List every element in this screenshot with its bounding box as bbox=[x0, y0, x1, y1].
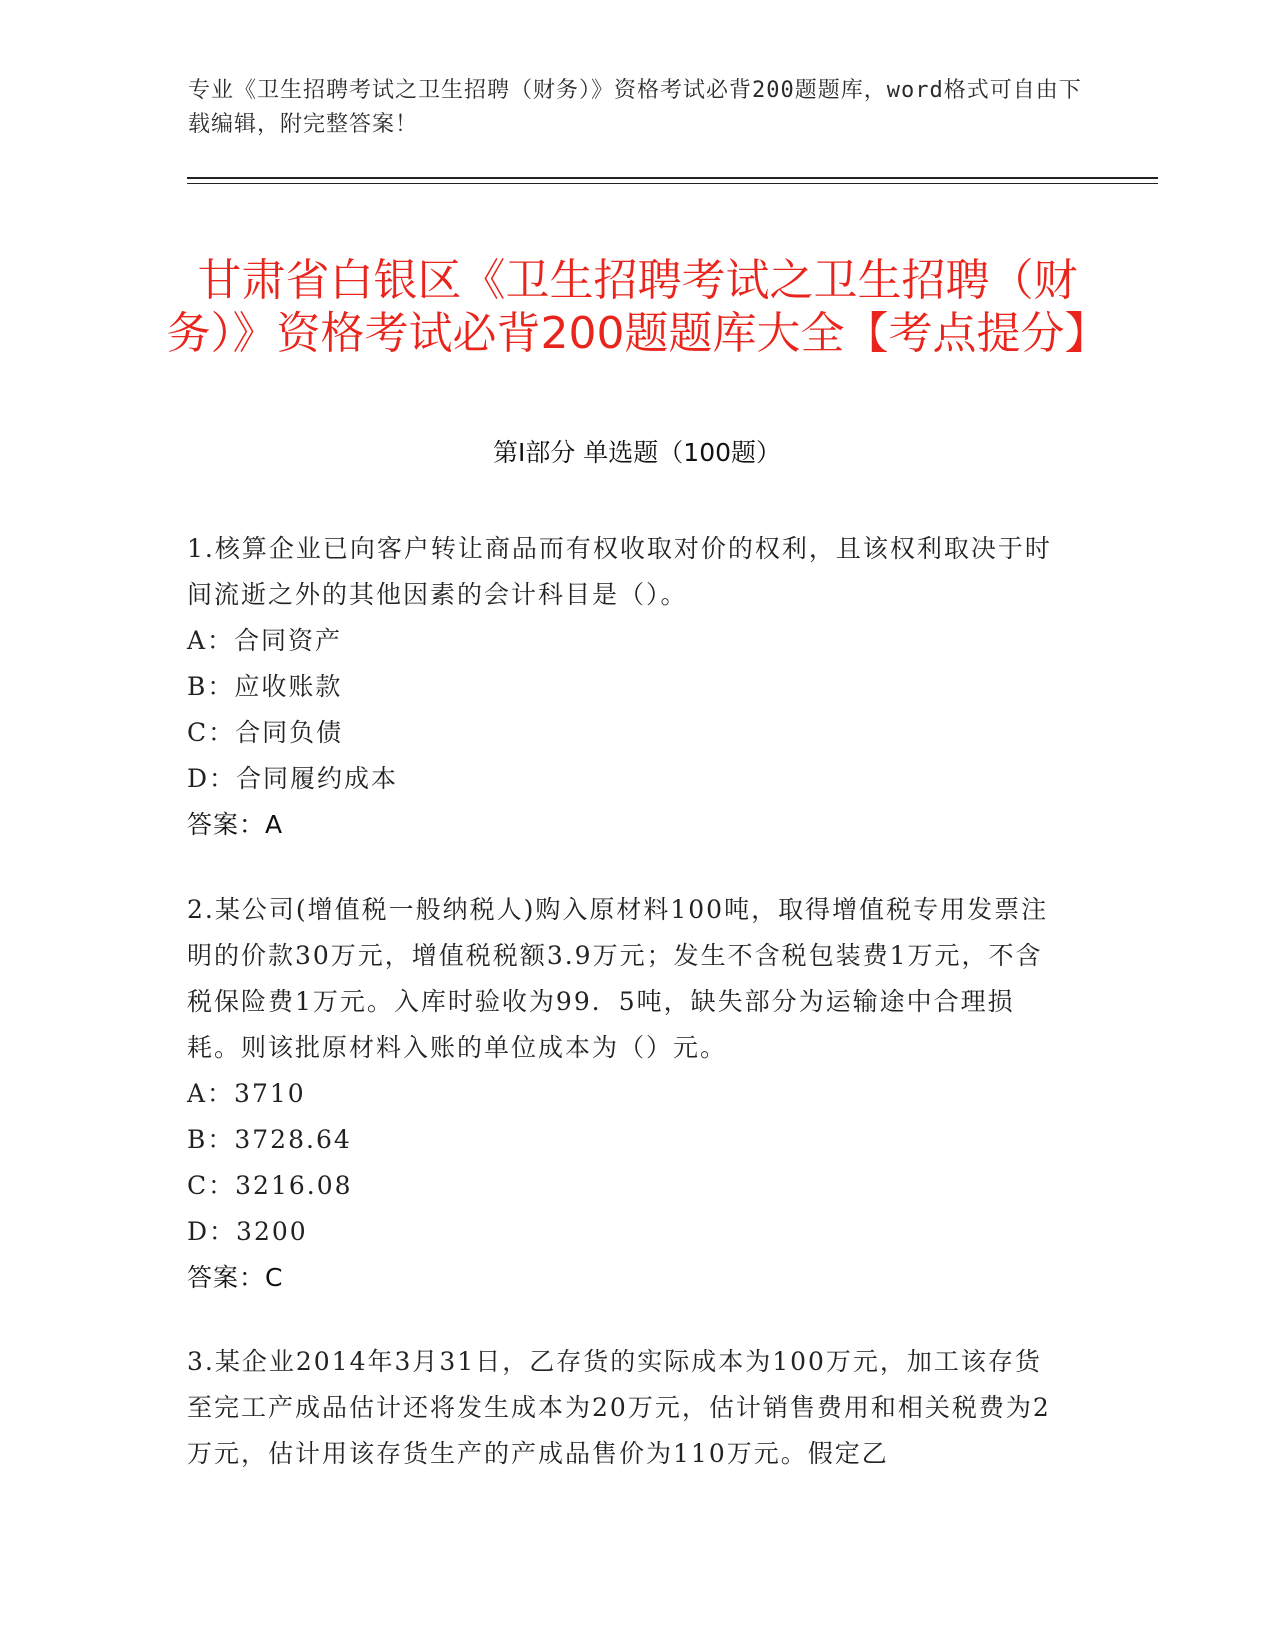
option-b: B：3728.64 bbox=[187, 1125, 352, 1154]
option-a: A：合同资产 bbox=[187, 626, 343, 655]
option-d: D：3200 bbox=[187, 1217, 308, 1246]
option-b: B：应收账款 bbox=[187, 672, 343, 701]
question-3 bbox=[187, 1339, 1067, 1477]
option-d: D：合同履约成本 bbox=[187, 764, 399, 793]
question-1 bbox=[187, 526, 1067, 848]
question-stem: 1.核算企业已向客户转让商品而有权收取对价的权利，且该权利取决于时间流逝之外的其他因素的会计科目是（）。 bbox=[187, 534, 1052, 609]
answer-line: 答案：A bbox=[187, 810, 284, 839]
answer-line: 答案：C bbox=[187, 1263, 284, 1292]
document-title: 甘肃省白银区《卫生招聘考试之卫生招聘（财务）》资格考试必背200题题库大全【考点提分】 bbox=[166, 255, 1109, 360]
question-stem: 3.某企业2014年3月31日，乙存货的实际成本为100万元，加工该存货至完工产成品估计还将发生成本为20万元，估计销售费用和相关税费为2万元，估计用该存货生产的产成品售价为110万元。假定乙 bbox=[187, 1347, 1051, 1468]
header-note: 专业《卫生招聘考试之卫生招聘（财务）》资格考试必背200题题库，word格式可自由下载编辑，附完整答案！ bbox=[188, 78, 1082, 137]
question-2 bbox=[187, 887, 1067, 1301]
section-heading: 第I部分 单选题（100题） bbox=[492, 438, 782, 467]
option-a: A：3710 bbox=[187, 1079, 306, 1108]
option-c: C：合同负债 bbox=[187, 718, 344, 747]
question-stem: 2.某公司(增值税一般纳税人)购入原材料100吨，取得增值税专用发票注明的价款30万元，增值税税额3.9万元；发生不含税包装费1万元，不含税保险费1万元。入库时验收为99．5吨，缺失部分为运输途中合理损耗。则该批原材料入账的单位成本为（）元。 bbox=[187, 895, 1049, 1062]
header-divider-thick bbox=[187, 177, 1158, 179]
option-c: C：3216.08 bbox=[187, 1171, 353, 1200]
header-divider-thin bbox=[187, 183, 1158, 184]
